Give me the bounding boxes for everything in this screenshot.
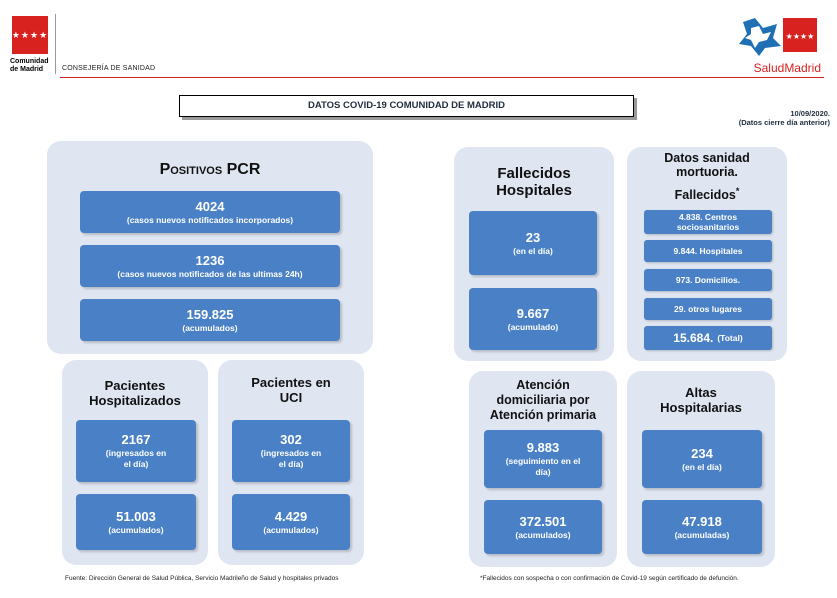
uci-card-acumulados [232,494,350,550]
mortuoria-item1-line2: sociosanitarios [676,222,740,232]
atencion-acumulados-label: (acumulados) [515,529,571,540]
salud-madrid-cross-icon [737,14,823,56]
uci-ingresados-label-line1: (ingresados en [260,448,322,458]
comunidad-madrid-flag [12,16,48,54]
date-note: (Datos cierre día anterior) [738,118,830,127]
flag-stars-icon: ★★★★ [11,29,49,40]
salud-madrid-wordmark [737,61,823,75]
hosp-ingresados-label-line2: el día) [123,459,149,469]
mortuoria-item-sociosanitarios [644,210,772,234]
atencion-acumulados-value: 372.501 [519,513,567,529]
altas-title-line2: Hospitalarias [660,400,742,415]
mortuoria-asterisk: * [735,186,740,196]
fallecidos-title [454,165,614,199]
hosp-ingresados-value: 2167 [121,432,151,447]
altas-card-dia [642,430,762,488]
hosp-acumulados-value: 51.003 [116,508,156,524]
logo-divider [55,14,56,74]
hosp-title [62,378,208,408]
pcr-label: (casos nuevos notificados de las ultimas 24h) [117,268,303,279]
pcr-card-acumulados [80,299,340,341]
atencion-dia-label-line1: (seguimiento en el [505,456,581,466]
uci-ingresados-value: 302 [280,432,302,447]
pcr-card-nuevos-incorporados [80,191,340,233]
fallecidos-acumulado-label: (acumulado) [507,321,559,332]
hosp-title-line1: Pacientes [104,378,166,393]
hosp-title-line2: Hospitalizados [89,393,181,408]
mortuoria-title-line3-wrap [627,184,787,202]
fallecidos-acumulado-value: 9.667 [516,305,550,321]
date-value: 10/09/2020. [790,109,830,118]
mortuoria-item-hospitales: 9.844. Hospitales [644,240,772,262]
atencion-dia-value: 9.883 [526,440,560,455]
pcr-card-ultimas-24h [80,245,340,287]
uci-title-line2: UCI [279,390,303,405]
mortuoria-title-line2: mortuoria. [676,165,738,179]
mortuoria-title-line1: Datos sanidad [664,151,750,165]
comunidad-madrid-logo-text [10,58,58,74]
atencion-card-dia [484,430,602,488]
mortuoria-total-label: (Total) [717,333,743,343]
uci-acumulados-value: 4.429 [274,508,308,524]
pcr-value: 1236 [195,252,225,268]
pcr-title: Positivos PCR [159,161,261,178]
fallecidos-title-line2: Hospitales [496,182,572,199]
pcr-value: 159.825 [186,306,234,322]
org-name-line2: de Madrid [10,66,44,73]
atencion-card-acumulados [484,500,602,554]
page-title: DATOS COVID-19 COMUNIDAD DE MADRID [179,95,634,117]
mortuoria-title-line3: Fallecidos [674,188,736,203]
svg-text:★★★★: ★★★★ [785,32,815,41]
hosp-ingresados-label-line1: (ingresados en [105,448,167,458]
hosp-card-acumulados [76,494,196,550]
mortuoria-item-domicilios: 973. Domicilios. [644,269,772,291]
mortuoria-total [644,326,772,350]
pcr-label: (casos nuevos notificados incorporados) [126,214,294,225]
brand-salud: Salud [753,61,785,75]
brand-madrid: Madrid [784,61,821,75]
mortuoria-total-value: 15.684. [673,331,714,345]
uci-card-ingresados [232,420,350,482]
org-name-line1: Comunidad [10,58,49,65]
altas-title [627,385,775,415]
atencion-title-line2: domiciliaria por [496,393,590,407]
altas-card-acumuladas [642,500,762,554]
header-rule [60,77,824,78]
fallecidos-dia-value: 23 [525,229,541,245]
altas-title-line1: Altas [685,385,717,400]
pcr-value: 4024 [195,198,225,214]
uci-ingresados-label-line2: el día) [278,459,304,469]
uci-acumulados-label: (acumulados) [263,524,319,535]
atencion-dia-label-line2: día) [535,467,551,477]
hosp-acumulados-label: (acumulados) [108,524,164,535]
atencion-title-line3: Atención primaria [489,408,597,422]
fallecidos-dia-label: (en el día) [513,245,553,256]
fallecidos-card-dia [469,211,597,275]
hosp-card-ingresados [76,420,196,482]
altas-dia-value: 234 [691,445,713,461]
atencion-title-line1: Atención [516,378,570,392]
department-name: CONSEJERÍA DE SANIDAD [62,65,156,72]
mortuoria-title [627,151,787,202]
mortuoria-item1-line1: 4.838. Centros [678,212,738,222]
altas-acumuladas-value: 47.918 [682,513,722,529]
footer-source: Fuente: Dirección General de Salud Pública, Servicio Madrileño de Salud y hospitales privados [65,575,339,582]
pcr-label: (acumulados) [182,322,238,333]
fallecidos-title-line1: Fallecidos [497,165,571,182]
footer-note: *Fallecidos con sospecha o con confirmación de Covid-19 según certificado de defunción. [480,575,739,582]
uci-title-line1: Pacientes en [251,375,331,390]
altas-acumuladas-label: (acumuladas) [674,529,730,540]
salud-madrid-logo [737,14,823,78]
atencion-title [469,378,617,423]
altas-dia-label: (en el día) [682,461,722,472]
report-date [690,109,830,127]
mortuoria-item-otros-lugares: 29. otros lugares [644,298,772,320]
fallecidos-card-acumulado [469,288,597,350]
uci-title [218,375,364,405]
